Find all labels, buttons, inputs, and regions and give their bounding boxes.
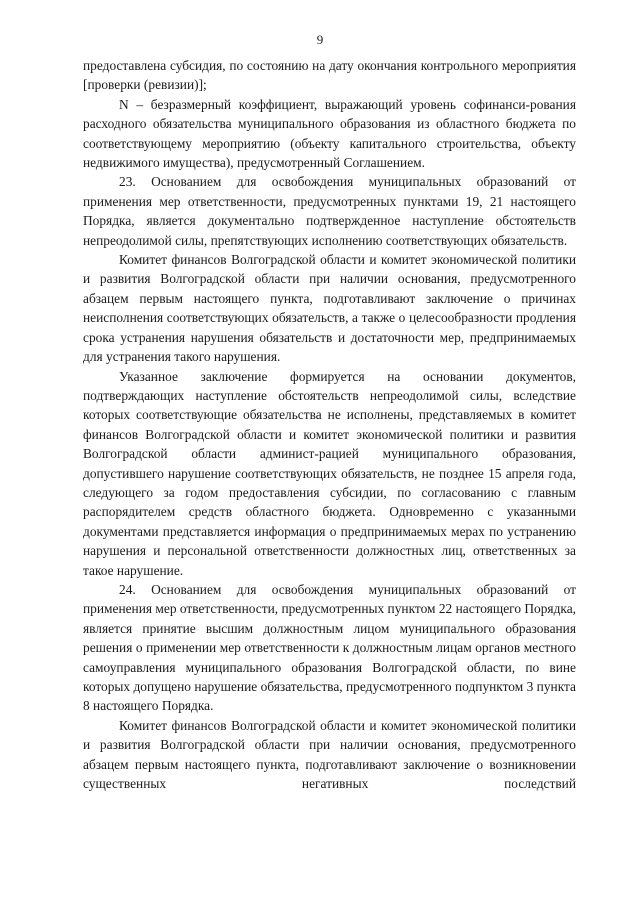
paragraph-clause-24: 24. Основанием для освобождения муниципальных образований от применения мер ответственности, предусмотренных пунктом 22 настоящего Порядка, является принятие высшим должностным лицом муниципального образования решения о применении мер ответственности к должностным лицам органов местного самоуправления муниципального образования Волгоградской области, по вине которых допущено нарушение обязательства, предусмотренного подпунктом 3 пункта 8 настоящего Порядка. bbox=[83, 581, 576, 714]
paragraph-coefficient-n: N – безразмерный коэффициент, выражающий уровень софинанси-рования расходного обязательства муниципального образования из областного бюджета по соответствующему мероприятию (объекту капитального строительства, объекту недвижимого имущества), предусмотренный Соглашением. bbox=[83, 96, 576, 171]
paragraph-continuation: предоставлена субсидия, по состоянию на дату окончания контрольного мероприятия [проверки (ревизии)]; bbox=[83, 58, 576, 93]
page-number: 9 bbox=[316, 32, 324, 47]
paragraph-clause-23: 23. Основанием для освобождения муниципальных образований от применения мер ответственности, предусмотренных пунктами 19, 21 настоящего Порядка, является документально подтвержденное наступление обстоятельств непреодолимой силы, препятствующих исполнению соответствующих обязательств. bbox=[83, 174, 576, 248]
paragraph-clause-23-conclusion: Указанное заключение формируется на основании документов, подтверждающих наступление обстоятельств непреодолимой силы, вследствие которых соответствующие обязательства не исполнены, представляемых в комитет финансов Волгоградской области и комитет экономической политики и развития Волгоградской области админист-рацией муниципального образования, допустившего нарушение соответствующих обязательств, не позднее 15 апреля года, следующего за годом предоставления субсидии, по согласованию с главным распорядителем средств областного бюджета. Одновременно с указанными документами представляется информация о предпринимаемых мерах по устранению нарушения и персональной ответственности должностных лиц, ответственных за такое нарушение. bbox=[83, 368, 576, 578]
paragraph-clause-23-committee: Комитет финансов Волгоградской области и комитет экономической политики и развития Волгоградской области при наличии основания, предусмотренного абзацем первым настоящего пункта, подготавливают заключение о причинах неисполнения соответствующих обязательств, а также о целесообразности продления срока устранения нарушения обязательств и достаточности мер, предпринимаемых для устранения такого нарушения. bbox=[83, 252, 576, 365]
paragraph-clause-24-committee: Комитет финансов Волгоградской области и комитет экономической политики и развития Волгоградской области при наличии основания, предусмотренного абзацем первым настоящего пункта, подготавливают заключение о возникновении существенных негативных последствий bbox=[83, 717, 576, 792]
document-body bbox=[83, 56, 576, 793]
